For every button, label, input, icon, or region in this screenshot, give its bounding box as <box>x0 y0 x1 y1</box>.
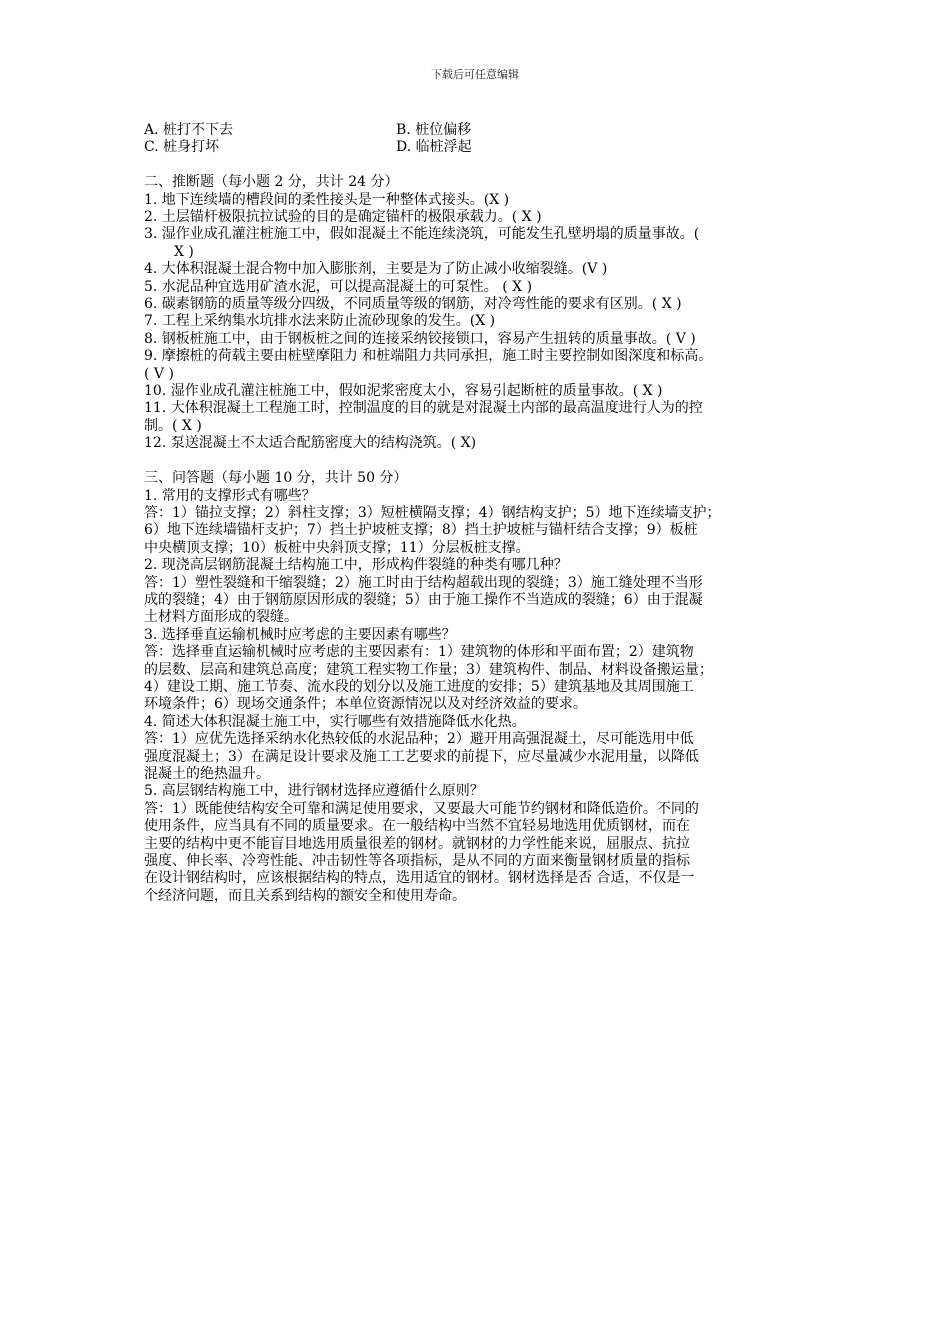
answer-line: 环境条件；6）现场交通条件；本单位资源情况以及对经济效益的要求。 <box>144 696 587 713</box>
question-line: 4. 简述大体积混凝土施工中，实行哪些有效措施降低水化热。 <box>144 713 526 730</box>
judgement-item: 7. 工程上采纳集水坑排水法来防止流砂现象的发生。(X ) <box>144 313 496 330</box>
answer-line: 个经济问题，而且关系到结构的额安全和使用寿命。 <box>144 887 466 904</box>
answer-line: 中央横顶支撑；10）板桩中央斜顶支撑；11）分层板桩支撑。 <box>144 539 530 556</box>
judgement-item: 6. 碳素钢筋的质量等级分四级，不同质量等级的钢筋，对冷弯性能的要求有区别。( X ) <box>144 296 682 313</box>
answer-line: 6）地下连续墙锚杆支护；7）挡土护坡桩支撑；8）挡土护坡桩与锚杆结合支撑；9）板桩 <box>144 522 698 539</box>
question-line: 1. 常用的支撑形式有哪些？ <box>144 487 316 504</box>
spacer <box>144 453 812 470</box>
answer-line: 强度混凝土；3）在满足设计要求及施工工艺要求的前提下，应尽量减少水泥用量，以降低 <box>144 748 699 765</box>
judgement-item: 4. 大体积混凝土混合物中加入膨胀剂，主要是为了防止减小收缩裂缝。(V ) <box>144 261 608 278</box>
document-body <box>144 122 812 905</box>
answer-options <box>144 122 812 157</box>
page-header: 下载后可任意编辑 <box>431 68 519 81</box>
answer-line: 使用条件，应当具有不同的质量要求。在一般结构中当然不宜轻易地选用优质钢材，而在 <box>144 818 690 835</box>
answer-line: 的层数、层高和建筑总高度；建筑工程实物工作量；3）建筑构件、制品、材料设备搬运量； <box>144 661 713 678</box>
question-line: 5. 高层钢结构施工中，进行钢材选择应遵循什么原则？ <box>144 783 484 800</box>
judgement-item: 10. 湿作业成孔灌注桩施工中，假如泥浆密度太小，容易引起断桩的质量事故。( X ) <box>144 383 663 400</box>
option-a: A. 桩打不下去 <box>144 122 234 138</box>
answer-line: 强度、伸长率、冷弯性能、冲击韧性等各项指标，是从不同的方面来衡量钢材质量的指标 <box>144 853 690 870</box>
judgement-item: 11. 大体积混凝土工程施工时，控制温度的目的就是对混凝土内部的最高温度进行人为的控 <box>144 400 703 417</box>
judgement-item: 3. 湿作业成孔灌注桩施工中，假如混凝土不能连续浇筑，可能发生孔壁坍塌的质量事故。( <box>144 226 700 243</box>
judgement-item-continuation: ( V ) <box>144 365 174 382</box>
question-line: 2. 现浇高层钢筋混凝土结构施工中，形成构件裂缝的种类有哪几种？ <box>144 557 568 574</box>
option-d: D. 临桩浮起 <box>396 139 472 156</box>
section-2-list <box>144 192 812 453</box>
judgement-item: 12. 泵送混凝土不太适合配筋密度大的结构浇筑。( X) <box>144 435 477 452</box>
section-3-title: 三、问答题（每小题 10 分，共计 50 分） <box>144 470 408 487</box>
judgement-item-continuation: 制。( X ) <box>144 417 202 434</box>
answer-line: 主要的结构中更不能盲目地选用质量很差的钢材。就钢材的力学性能来说，屈服点、抗拉 <box>144 835 690 852</box>
judgement-item: 5. 水泥品种宜选用矿渣水泥，可以提高混凝土的可泵性。 ( X ) <box>144 278 533 295</box>
judgement-item-continuation: X ) <box>174 243 194 260</box>
option-b: B. 桩位偏移 <box>396 122 472 138</box>
answer-line: 在设计钢结构时，应该根据结构的特点，选用适宜的钢材。钢材选择是否 合适，不仅是一 <box>144 870 695 887</box>
answer-line: 答：1）塑性裂缝和干缩裂缝；2）施工时由于结构超载出现的裂缝；3）施工缝处理不当形 <box>144 574 703 591</box>
answer-line: 成的裂缝；4）由于钢筋原因形成的裂缝；5）由于施工操作不当造成的裂缝；6）由于混凝 <box>144 591 703 608</box>
answer-line: 答：1）锚拉支撑；2）斜柱支撑；3）短桩横隔支撑；4）钢结构支护；5）地下连续墙支护； <box>144 504 721 521</box>
judgement-item: 8. 钢板桩施工中，由于钢板桩之间的连接采纳铰接锁口，容易产生扭转的质量事故。( V ) <box>144 330 696 347</box>
judgement-item: 9. 摩擦桩的荷载主要由桩壁摩阻力 和桩端阻力共同承担，施工时主要控制如图深度和标高。 <box>144 348 713 365</box>
judgement-item: 2. 土层锚杆极限抗拉试验的目的是确定锚杆的极限承载力。( X ) <box>144 209 542 226</box>
spacer <box>144 157 812 174</box>
section-3-list <box>144 488 812 906</box>
answer-line: 答：1）应优先选择采纳水化热较低的水泥品种；2）避开用高强混凝土，尽可能选用中低 <box>144 731 694 748</box>
answer-line: 答：选择垂直运输机械时应考虑的主要因素有：1）建筑物的体形和平面布置；2）建筑物 <box>144 644 694 661</box>
section-2-title: 二、推断题（每小题 2 分，共计 24 分） <box>144 174 399 191</box>
option-c: C. 桩身打坏 <box>144 139 220 156</box>
judgement-item: 1. 地下连续墙的槽段间的柔性接头是一种整体式接头。(X ) <box>144 191 510 208</box>
answer-line: 土材料方面形成的裂缝。 <box>144 609 298 626</box>
answer-line: 答：1）既能使结构安全可靠和满足使用要求，又要最大可能节约钢材和降低造价。不同的 <box>144 800 699 817</box>
answer-line: 4）建设工期、施工节奏、流水段的划分以及施工进度的安排；5）建筑基地及其周围施工 <box>144 678 694 695</box>
answer-line: 混凝土的绝热温升。 <box>144 766 270 782</box>
question-line: 3. 选择垂直运输机械时应考虑的主要因素有哪些？ <box>144 626 456 643</box>
